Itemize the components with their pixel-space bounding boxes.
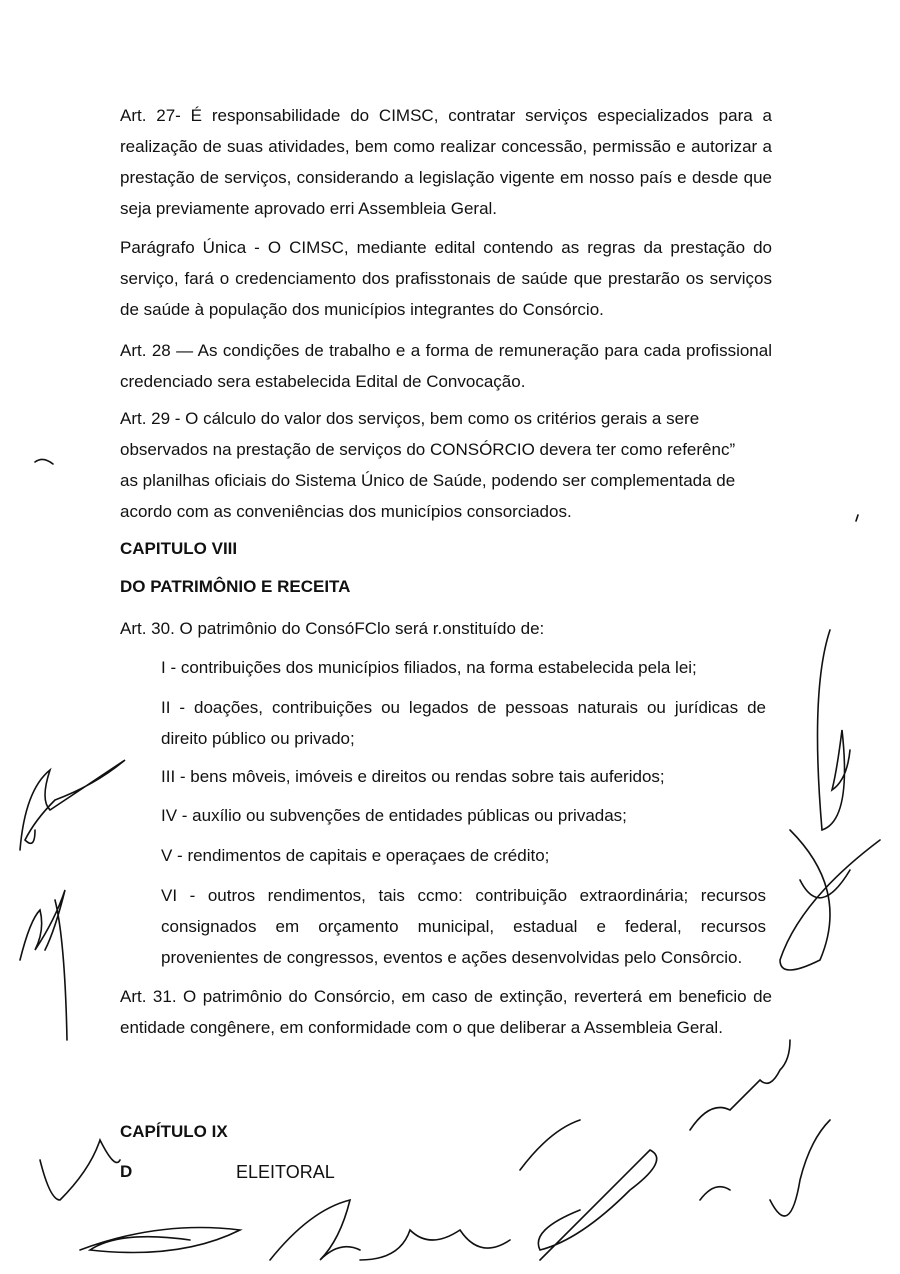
article-30-item: II - doações, contribuições ou legados de pessoas naturais ou jurídicas de direito público ou privado; (161, 698, 766, 748)
article-30-item: VI - outros rendimentos, tais ccmo: contribuição extraordinária; recursos consignados em orçamento municipal, estadual e federal, recursos provenientes de congressos, eventos e ações desenvolvidas pelo Consôrcio. (161, 886, 766, 967)
chapter-9-subtitle-initial: D (120, 1162, 133, 1181)
article-30-item: III - bens môveis, imóveis e direitos ou rendas sobre tais auferidos; (161, 767, 665, 786)
signature-mark (35, 459, 53, 464)
chapter-9-subtitle: ELEITORAL (236, 1162, 335, 1182)
signature-bottom-2 (270, 1200, 510, 1260)
article-29-line: acordo com as conveniências dos municípios consorciados. (120, 502, 572, 521)
signature-bottom-3 (520, 1120, 657, 1260)
article-29-line: Art. 29 - O cálculo do valor dos serviços, bem como os critérios gerais a sere (120, 409, 700, 428)
article-30-item: V - rendimentos de capitais e operaçaes de crédito; (161, 846, 550, 865)
article-29-line: observados na prestação de serviços do CONSÓRCIO devera ter como referênc” (120, 440, 736, 459)
chapter-8-subtitle: DO PATRIMÔNIO E RECEITA (120, 577, 351, 596)
signature-bottom-1 (40, 1140, 240, 1253)
article-29-line: as planilhas oficiais do Sistema Único de Saúde, podendo ser complementada de (120, 471, 736, 490)
chapter-9-title: CAPÍTULO IX (120, 1122, 228, 1141)
signature-bottom-4 (690, 1040, 830, 1216)
article-29 (120, 403, 772, 527)
chapter-8-title: CAPITULO VIII (120, 539, 238, 558)
article-30-item: I - contribuições dos municípios filiados, na forma estabelecida pela lei; (161, 658, 697, 677)
signature-right-1 (818, 630, 851, 830)
article-30-item: IV - auxílio ou subvenções de entidades públicas ou privadas; (161, 806, 627, 825)
signature-mark (856, 515, 858, 521)
article-30: Art. 30. O patrimônio do ConsóFClo será r.onstituído de: (120, 619, 545, 638)
signature-left-2 (20, 890, 67, 1040)
article-27: Art. 27- É responsabilidade do CIMSC, contratar serviços especializados para a realização de suas atividades, bem como realizar concessão, permissão e autorizar a prestação de serviços, considerando a legislação vigente em nosso país e desde que seja previamente aprovado erri Assembleia Geral. (120, 106, 772, 218)
paragrafo-unico: Parágrafo Única - O CIMSC, mediante edital contendo as regras da prestação do serviço, fará o credenciamento dos prafisstonais de saúde que prestarão os serviços de saúde à população dos municípios integrantes do Consórcio. (120, 238, 772, 319)
signature-left-1 (20, 760, 125, 850)
article-28: Art. 28 — As condições de trabalho e a forma de remuneração para cada profissional credenciado sera estabelecida Edital de Convocação. (120, 341, 772, 391)
article-31: Art. 31. O patrimônio do Consórcio, em caso de extinção, reverterá em beneficio de entidade congênere, em conformidade com o que deliberar a Assembleia Geral. (120, 987, 772, 1037)
signature-right-2 (780, 830, 880, 970)
